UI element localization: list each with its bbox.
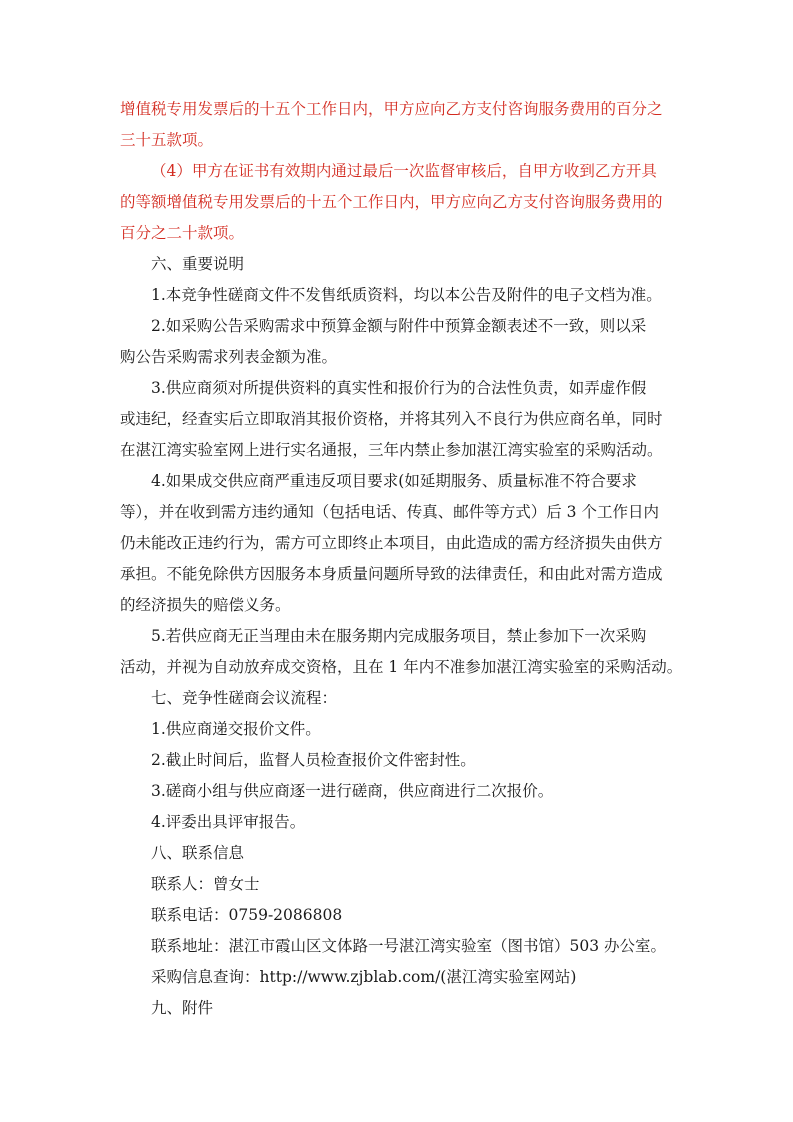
text-line: 在湛江湾实验室网上进行实名通报，三年内禁止参加湛江湾实验室的采购活动。 (120, 441, 663, 459)
text-line: 仍未能改正违约行为，需方可立即终止本项目，由此造成的需方经济损失由供方 (120, 534, 663, 552)
highlighted-text-line: 的等额增值税专用发票后的十五个工作日内，甲方应向乙方支付咨询服务费用的 (120, 193, 663, 211)
text-line: 联系地址：湛江市霞山区文体路一号湛江湾实验室（图书馆）503 办公室。 (151, 937, 667, 955)
text-line: 2.截止时间后，监督人员检查报价文件密封性。 (151, 751, 476, 769)
document-body (120, 94, 683, 1024)
text-line: 八、联系信息 (151, 844, 245, 862)
text-line: 的经济损失的赔偿义务。 (120, 596, 291, 614)
highlighted-text-line: 增值税专用发票后的十五个工作日内，甲方应向乙方支付咨询服务费用的百分之 (120, 100, 663, 118)
highlighted-text-line: 百分之二十款项。 (120, 224, 245, 242)
text-line: 采购信息查询：http://www.zjblab.com/(湛江湾实验室网站) (151, 968, 577, 986)
text-line: 等），并在收到需方违约通知（包括电话、传真、邮件等方式）后 3 个工作日内 (120, 503, 659, 521)
text-line: 3.磋商小组与供应商逐一进行磋商，供应商进行二次报价。 (151, 782, 554, 800)
text-line: 九、附件 (151, 999, 214, 1017)
text-line: 活动，并视为自动放弃成交资格，且在 1 年内不准参加湛江湾实验室的采购活动。 (120, 658, 683, 676)
text-line: 联系人：曾女士 (151, 875, 260, 893)
text-line: 或违纪，经查实后立即取消其报价资格，并将其列入不良行为供应商名单，同时 (120, 410, 663, 428)
text-line: 1.供应商递交报价文件。 (151, 720, 321, 738)
text-line: 承担。不能免除供方因服务本身质量问题所导致的法律责任，和由此对需方造成 (120, 565, 663, 583)
text-line: 七、竞争性磋商会议流程： (151, 689, 338, 707)
highlighted-text-line: 三十五款项。 (120, 131, 214, 149)
text-line: 购公告采购需求列表金额为准。 (120, 348, 338, 366)
text-line: 4.如果成交供应商严重违反项目要求(如延期服务、质量标准不符合要求 (151, 472, 637, 490)
text-line: 1.本竞争性磋商文件不发售纸质资料，均以本公告及附件的电子文档为准。 (151, 286, 662, 304)
highlighted-text-line: （4）甲方在证书有效期内通过最后一次监督审核后，自甲方收到乙方开具 (151, 162, 657, 180)
text-line: 5.若供应商无正当理由未在服务期内完成服务项目，禁止参加下一次采购 (151, 627, 647, 645)
text-line: 联系电话：0759-2086808 (151, 906, 343, 924)
text-line: 六、重要说明 (151, 255, 245, 273)
text-line: 4.评委出具评审报告。 (151, 813, 306, 831)
text-line: 3.供应商须对所提供资料的真实性和报价行为的合法性负责，如弄虚作假 (151, 379, 647, 397)
text-line: 2.如采购公告采购需求中预算金额与附件中预算金额表述不一致，则以采 (151, 317, 647, 335)
